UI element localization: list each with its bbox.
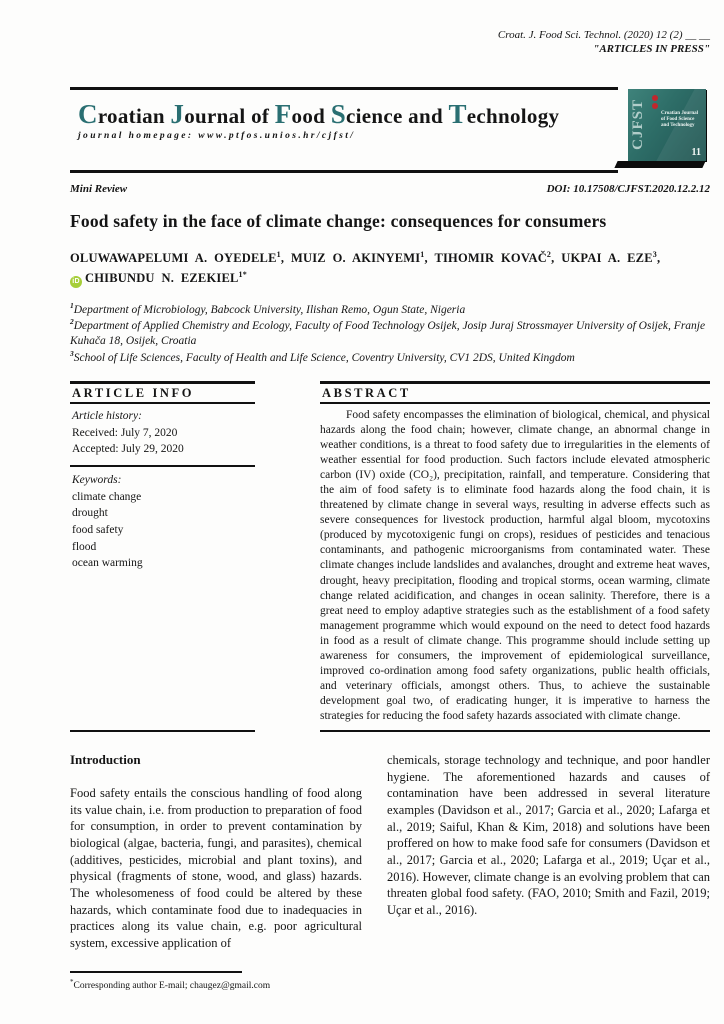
author-name: MUIZ O. AKINYEMI$^1$, [290,249,435,265]
keywords-label: Keywords: [72,473,122,486]
body-right-column [387,752,710,991]
footnote-text: *Corresponding author E-mail; chaugez@gmail.com [70,978,271,992]
journal-title [78,98,710,130]
received-date: Received: July 7, 2020 [72,426,178,439]
running-head [70,0,710,57]
journal-title-initial: C [78,98,98,129]
article-title: Food safety in the face of climate change: consequences for consumers [70,210,607,231]
affiliation-list [70,301,710,366]
journal-title-text: roatian [97,103,171,128]
author-list [70,248,710,288]
author-name: OLUWAWAPELUMI A. OYEDELE$^1$, [70,249,291,265]
cover-issue-number: 11 [691,146,701,158]
cover-dots-decor [652,95,658,109]
keyword: flood [72,540,97,553]
article-history-label: Article history: [72,409,142,422]
journal-title-text: ood [291,103,331,128]
accepted-date: Accepted: July 29, 2020 [72,443,184,456]
article-info-heading: ARTICLE INFO [70,384,255,404]
keyword: climate change [72,490,142,503]
author-line-1 [70,248,710,268]
cover-shadow-decor [614,161,705,168]
author-name: TIHOMIR KOVAČ$^2$, [434,249,562,265]
author-line-2 [70,268,710,288]
journal-title-text: echnology [466,103,560,128]
article-info-box [70,381,255,732]
affiliation: $^2$Department of Applied Chemistry and Ecology, Faculty of Food Technology Osijek, Josip Juraj Strossmayer University of Osijek, Franje Kuhača 18, Osijek, Croatia [70,317,706,348]
orcid-icon[interactable]: iD [70,276,82,288]
citation-line: Croat. J. Food Sci. Technol. (2020) 12 (2) __ __ [497,29,710,41]
journal-title-initial: S [330,98,347,129]
journal-cover-thumbnail [628,89,706,161]
masthead [70,87,710,173]
meta-row [70,183,710,195]
corresponding-author-email[interactable]: chaugez@gmail.com [189,981,271,992]
body-left-column [70,752,362,991]
journal-title-initial: J [170,98,185,129]
author-name: UKPAI A. EZE$^3$, [561,249,661,265]
author-name: CHIBUNDU N. $EZEKIEL^{1*}$ [85,269,247,285]
article-history-block [70,404,255,467]
info-abstract-section [70,381,710,732]
corresponding-author-footnote [70,971,362,991]
masthead-bottom-rule [70,170,618,173]
cover-journal-abbrev: CJFST [630,98,646,150]
keyword: ocean warming [72,557,143,570]
footnote-rule [70,971,242,973]
abstract-box [320,381,710,732]
cover-journal-title: Croatian Journal of Food Science and Technology [661,110,698,129]
keywords-block [70,467,255,572]
article-type-label: Mini Review [70,182,128,195]
articles-in-press-label: "ARTICLES IN PRESS" [593,43,710,56]
body-paragraph: chemicals, storage technology and technique, and poor handler hygiene. The aforementioned hazards and causes of contamination have been addressed in several literature examples (Davidson et al., 2017; Garcia et al., 2020; Lafarga et al., 2019; Saiful, Khan & Kim, 2018) and solutions have been proffered on how to make food safe for consumers (Davidson et al., 2017; Garcia et al., 2020; Lafarga et al., 2019; Uçar et al., 2016). However, climate change is an evolving problem that can threaten global food safety. (FAO, 2010; Smith and Fazil, 2019; Uçar et al., 2016). [387,753,710,917]
journal-title-text: cience and [346,103,449,128]
masthead-top-rule [70,87,618,90]
body-paragraph: Food safety entails the conscious handling of food along its value chain, i.e. from production to preparation of food for consumption, in order to prevent contamination by biological (algae, bacteria, fungi, and parasites), chemical (additives, pesticides, microbial and plant toxins), and physical (fragments of stone, wood, and glass) hazards. The wholesomeness of food could be altered by these hazards, which contaminate food due to inadequacies in practices along its value chain, e.g. poor agricultural system, excessive application of [70,786,362,950]
abstract-text: Food safety encompasses the elimination of biological, chemical, and physical hazards along the food chain; however, climate change, an abnormal change in weather conditions, is a threat to food safety due to irregularities in the elements of weather essential for food production. Such factors include elevated atmospheric carbon (IV) oxide (CO₂), precipitation, rainfall, and temperature. Considering that the aim of food safety is to eliminate food hazards along the food chain, it is threatened by climate change in several ways, resulting in adverse effects such as severe consequences for livestock production, harmful algal bloom, mycotoxins (produced by mycotoxigenic fungi on crops), residues of pesticides and tenacious contaminants, and pathogenic microorganisms from contaminated water. These climate changes include landslides and avalanches, drought and extreme heat waves, drought, heavy precipitation, flooding and tropical storms, ocean warming, climate change related acidification, and changes in ocean salinity. Therefore, there is a great need to employ adaptive strategies such as the establishment of a food safety management programme which would expound on the need to detect food hazards in food as a result of climate change. This programme should include setting up awareness for consumers, the improvement of epidemiological surveillance, improved co-ordination among food safety organizations, public health officials, and veterinary officials, amongst others. Thus, to achieve the sustainable development goal two, of eradicating hunger, it is imperative to harness the strategies for reducing the food safety hazards associated with climate change. [320,408,710,723]
article-body [70,752,710,991]
affiliation: $^3$School of Life Sciences, Faculty of Health and Life Science, Coventry University, CV1 2DS, United Kingdom [70,349,575,364]
keyword: food safety [72,523,124,536]
journal-title-text: ournal of [184,103,275,128]
journal-homepage-url[interactable]: journal homepage: www.ptfos.unios.hr/cjfst/ [78,130,356,141]
keyword: drought [72,507,108,520]
journal-title-initial: T [448,98,467,129]
affiliation: $^1$Department of Microbiology, Babcock University, Ilishan Remo, Ogun State, Nigeria [70,300,466,316]
abstract-heading: ABSTRACT [320,384,710,404]
journal-title-initial: F [274,98,292,129]
introduction-heading: Introduction [70,752,141,768]
doi-text: DOI: 10.17508/CJFST.2020.12.2.12 [546,182,710,195]
